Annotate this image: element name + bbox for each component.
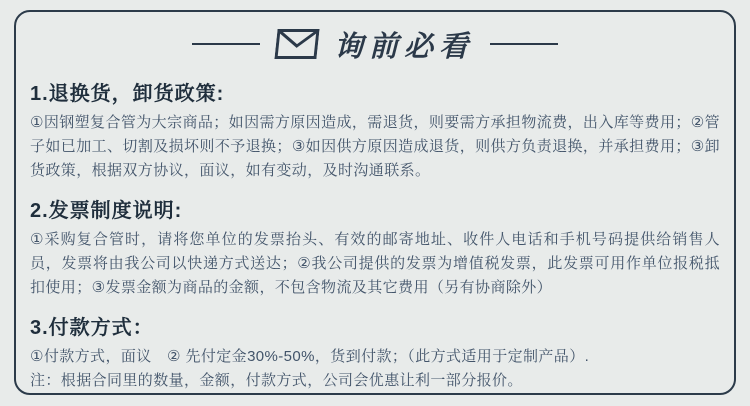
section-invoice-policy-text: ①采购复合管时，请将您单位的发票抬头、有效的邮寄地址、收件人电话和手机号码提供给销售人员，发票将由我公司以快递方式送达；②我公司提供的发票为增值税发票，此发票可用作单位报税抵扣使用；③发票金额为商品的金额，不包含物流及其它费用（另有协商除外） xyxy=(30,231,720,296)
section-return-policy xyxy=(30,77,720,183)
section-payment-method-title: 3.付款方式： xyxy=(30,317,154,339)
section-invoice-policy xyxy=(30,194,720,300)
notice-title: 询前必看 xyxy=(333,30,474,63)
header-right-line xyxy=(490,43,558,45)
notice-border-box xyxy=(14,10,736,395)
section-payment-method xyxy=(30,311,720,393)
notice-header xyxy=(30,22,720,66)
section-return-policy-title: 1.退换货，卸货政策: xyxy=(30,83,225,105)
section-payment-method-text: ①付款方式，面议 ② 先付定金30%-50%，货到付款；（此方式适用于定制产品）. xyxy=(30,348,590,365)
header-left-line xyxy=(192,43,260,45)
section-invoice-policy-title: 2.发票制度说明: xyxy=(30,200,183,222)
envelope-icon xyxy=(274,29,319,59)
section-return-policy-text: ①因钢塑复合管为大宗商品；如因需方原因造成，需退货，则要需方承担物流费，出入库等费用；②管子如已加工、切割及损坏则不予退换；③如因供方原因造成退货，则供方负责退换，并承担费用；③卸货政策，根据双方协议，面议，如有变动，及时沟通联系。 xyxy=(30,114,720,179)
section-payment-method-note: 注：根据合同里的数量，金额，付款方式，公司会优惠让利一部分报价。 xyxy=(30,372,523,389)
